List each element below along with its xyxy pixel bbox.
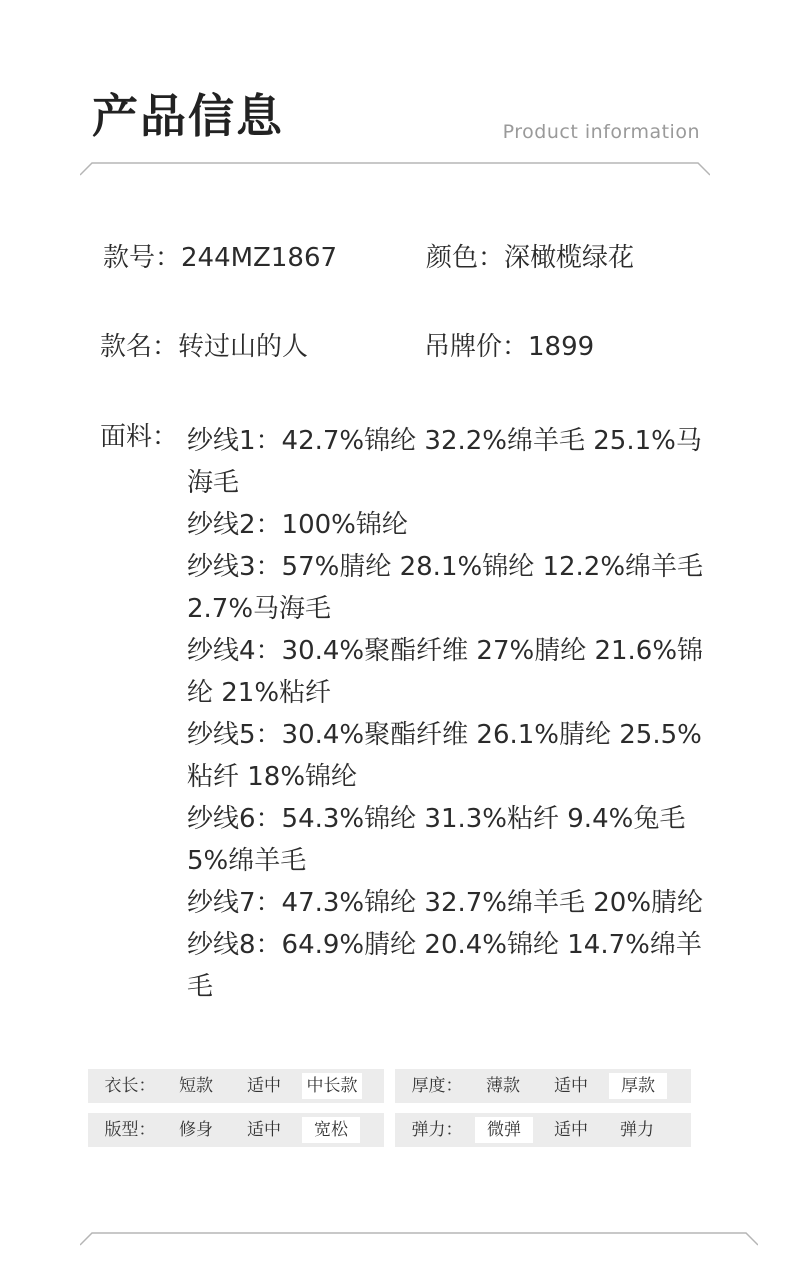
yarn-list (187, 420, 717, 1008)
spec-option: 适中 (247, 1120, 281, 1140)
spec-option: 薄款 (486, 1076, 520, 1096)
yarn-item: 纱线1：42.7%锦纶 32.2%绵羊毛 25.1%马海毛 (187, 426, 702, 498)
spec-option: 修身 (179, 1120, 213, 1140)
yarn-item: 纱线4：30.4%聚酯纤维 27%腈纶 21.6%锦纶 21%粘纤 (187, 636, 704, 708)
fabric-label: 面料： (100, 422, 179, 452)
tag-price: 吊牌价：1899 (424, 332, 595, 362)
spec-label: 版型： (104, 1120, 156, 1140)
spec-label: 厚度： (411, 1076, 463, 1096)
spec-option: 适中 (554, 1120, 588, 1140)
yarn-item: 纱线7：47.3%锦纶 32.7%绵羊毛 20%腈纶 (187, 888, 704, 918)
yarn-item: 纱线2：100%锦纶 (187, 510, 408, 540)
yarn-item: 纱线6：54.3%锦纶 31.3%粘纤 9.4%兔毛 5%绵羊毛 (187, 804, 686, 876)
yarn-item: 纱线8：64.9%腈纶 20.4%锦纶 14.7%绵羊毛 (187, 930, 702, 1002)
page-title: 产品信息 (92, 89, 284, 143)
style-name: 款名：转过山的人 (100, 332, 309, 362)
top-divider (80, 162, 710, 180)
yarn-item: 纱线5：30.4%聚酯纤维 26.1%腈纶 25.5%粘纤 18%锦纶 (187, 720, 702, 792)
spec-thickness (395, 1069, 691, 1103)
spec-option: 短款 (179, 1076, 213, 1096)
yarn-item: 纱线3：57%腈纶 28.1%锦纶 12.2%绵羊毛 2.7%马海毛 (187, 552, 704, 624)
spec-option-selected: 厚款 (609, 1073, 667, 1099)
spec-label: 衣长： (104, 1076, 156, 1096)
spec-option-selected: 微弹 (475, 1117, 533, 1143)
page-subtitle: Product information (502, 121, 700, 143)
spec-option-selected: 宽松 (302, 1117, 360, 1143)
spec-length (88, 1069, 384, 1103)
spec-option-selected: 中长款 (302, 1073, 362, 1099)
spec-option: 适中 (247, 1076, 281, 1096)
style-number: 款号：244MZ1867 (103, 243, 338, 273)
bottom-divider (80, 1231, 758, 1249)
spec-option: 适中 (554, 1076, 588, 1096)
spec-label: 弹力： (411, 1120, 463, 1140)
spec-option: 弹力 (620, 1120, 654, 1140)
color-field: 颜色：深橄榄绿花 (426, 243, 635, 273)
spec-fit (88, 1113, 384, 1147)
spec-elasticity (395, 1113, 691, 1147)
